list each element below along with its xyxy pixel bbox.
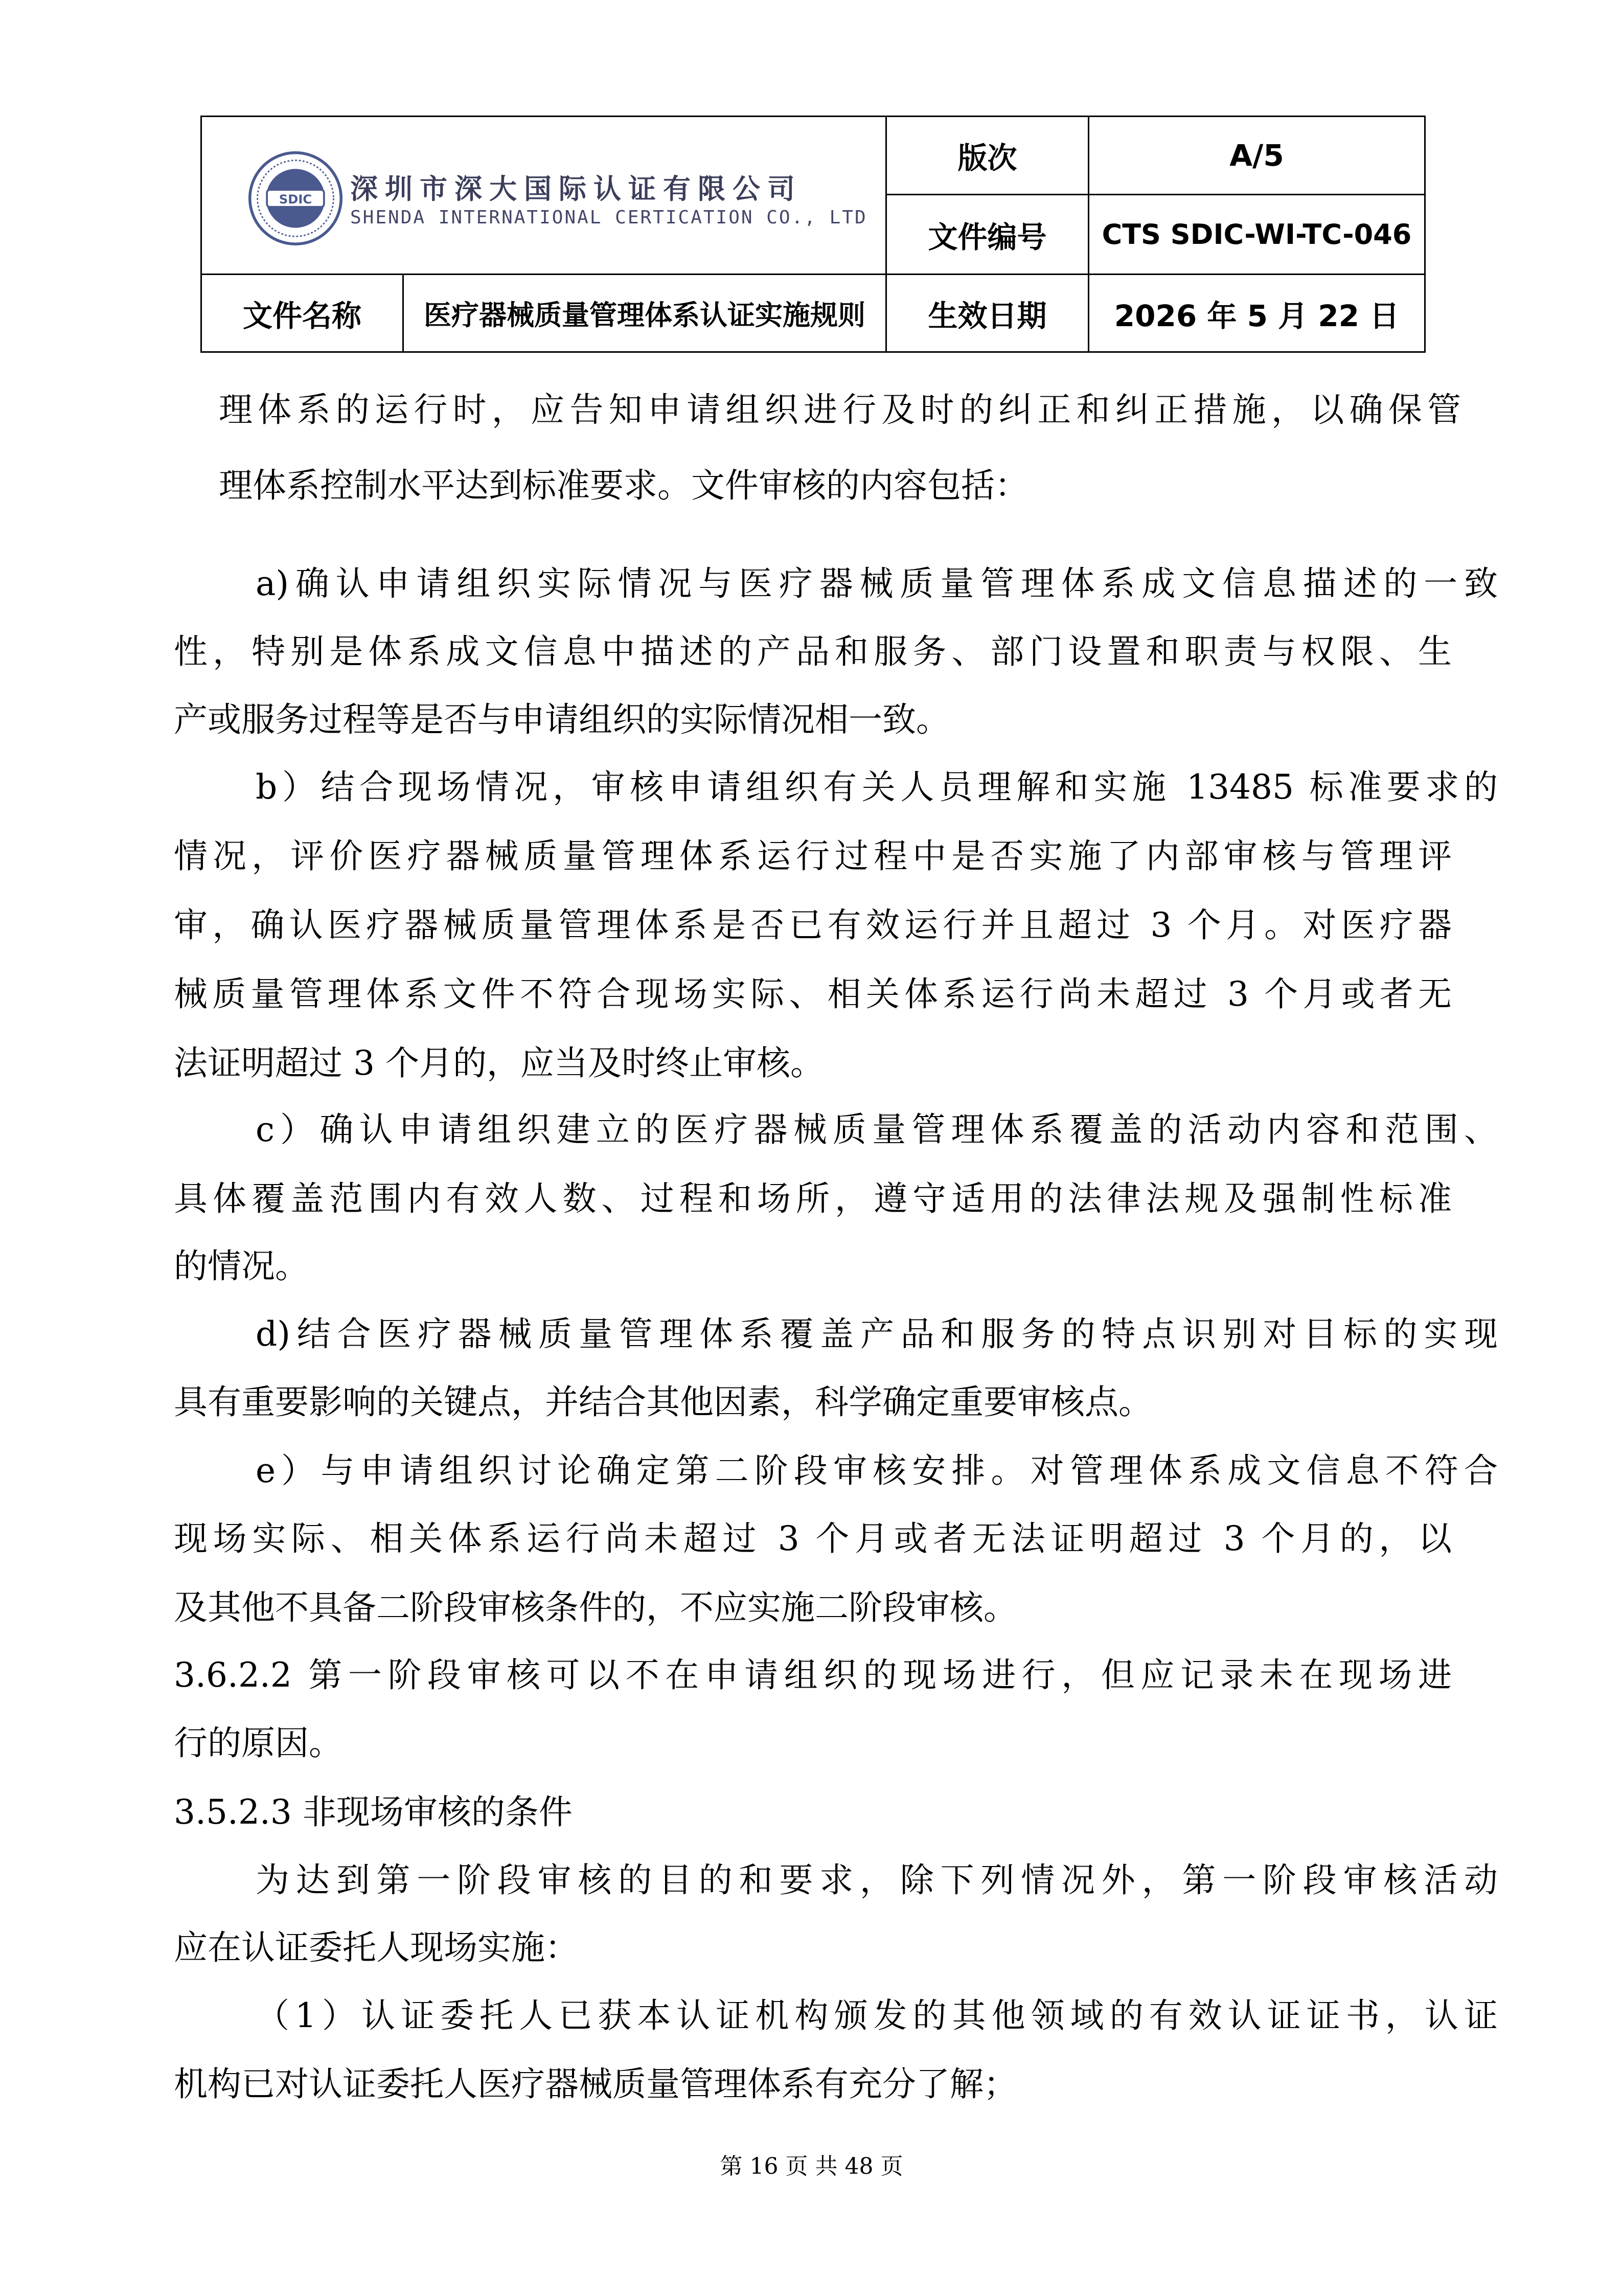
effective-date-label: 生效日期: [928, 298, 1047, 333]
body-line: 产或服务过程等是否与申请组织的实际情况相一致。: [174, 700, 950, 739]
company-name-cn: 深圳市深大国际认证有限公司: [350, 173, 802, 205]
page-number: 第 16 页 共 48 页: [720, 2153, 903, 2179]
body-line: 法证明超过 3 个月的，应当及时终止审核。: [174, 1043, 824, 1083]
body-line: 行的原因。: [174, 1723, 342, 1763]
body-line: 理体系控制水平达到标准要求。文件审核的内容包括：: [219, 466, 1028, 505]
body-line: 情况，评价医疗器械质量管理体系运行过程中是否实施了内部审核与管理评: [174, 836, 1452, 876]
body-line: d)结合医疗器械质量管理体系覆盖产品和服务的特点识别对目标的实现: [256, 1314, 1498, 1354]
body-line: 性，特别是体系成文信息中描述的产品和服务、部门设置和职责与权限、生: [174, 632, 1452, 671]
doc-name-value: 医疗器械质量管理体系认证实施规则: [424, 299, 865, 331]
seal-text: SDIC: [279, 192, 312, 207]
body-line: 具有重要影响的关键点，并结合其他因素，科学确定重要审核点。: [174, 1382, 1152, 1422]
body-line: 及其他不具备二阶段审核条件的，不应实施二阶段审核。: [174, 1588, 1017, 1627]
body-line: （1）认证委托人已获本认证机构颁发的其他领域的有效认证证书，认证: [256, 1996, 1498, 2035]
body-line: 3.5.2.3 非现场审核的条件: [174, 1792, 573, 1832]
body-line: 械质量管理体系文件不符合现场实际、相关体系运行尚未超过 3 个月或者无: [174, 974, 1452, 1014]
company-name-en: SHENDA INTERNATIONAL CERTICATION CO., LTD: [350, 207, 867, 228]
version-label: 版次: [957, 141, 1017, 175]
body-line: 的情况。: [174, 1246, 309, 1286]
body-line: 3.6.2.2 第一阶段审核可以不在申请组织的现场进行，但应记录未在现场进: [174, 1655, 1452, 1695]
body-line: e）与申请组织讨论确定第二阶段审核安排。对管理体系成文信息不符合: [256, 1451, 1498, 1490]
body-line: 应在认证委托人现场实施：: [174, 1928, 579, 1967]
effective-date-value: 2026 年 5 月 22 日: [1114, 298, 1400, 333]
body-line: 理体系的运行时，应告知申请组织进行及时的纠正和纠正措施，以确保管: [219, 390, 1461, 429]
body-line: c）确认申请组织建立的医疗器械质量管理体系覆盖的活动内容和范围、: [256, 1110, 1498, 1149]
body-line: b）结合现场情况，审核申请组织有关人员理解和实施 13485 标准要求的: [256, 767, 1498, 807]
body-line: 审，确认医疗器械质量管理体系是否已有效运行并且超过 3 个月。对医疗器: [174, 905, 1452, 945]
body-line: 具体覆盖范围内有效人数、过程和场所，遵守适用的法律法规及强制性标准: [174, 1179, 1452, 1218]
doc-number-label: 文件编号: [928, 219, 1047, 255]
doc-name-label: 文件名称: [242, 298, 361, 333]
body-line: 为达到第一阶段审核的目的和要求，除下列情况外，第一阶段审核活动: [256, 1860, 1498, 1900]
body-line: 机构已对认证委托人医疗器械质量管理体系有充分了解；: [174, 2064, 1017, 2104]
version-value: A/5: [1229, 138, 1284, 173]
body-line: 现场实际、相关体系运行尚未超过 3 个月或者无法证明超过 3 个月的，以: [174, 1519, 1452, 1558]
doc-number-value: CTS SDIC-WI-TC-046: [1102, 218, 1412, 251]
body-line: a)确认申请组织实际情况与医疗器械质量管理体系成文信息描述的一致: [256, 564, 1498, 603]
